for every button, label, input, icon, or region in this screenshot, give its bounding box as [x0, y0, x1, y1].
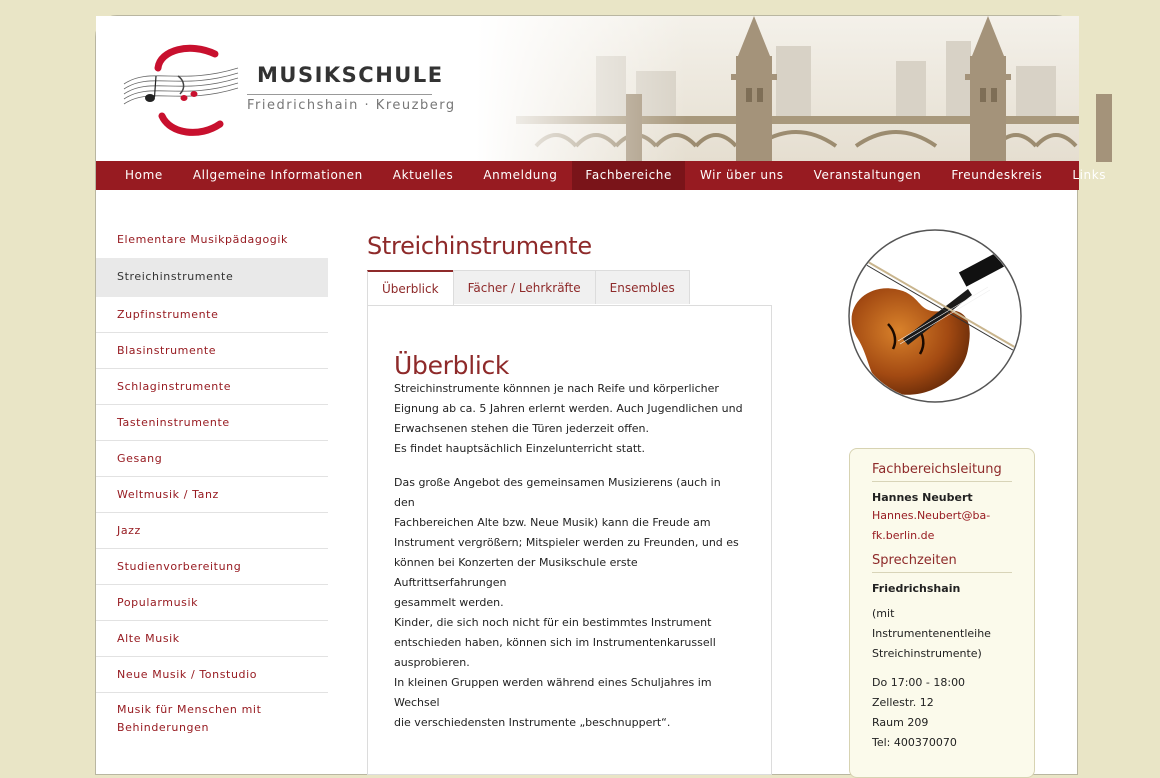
sidebar-item-weltmusik-tanz[interactable]: Weltmusik / Tanz: [96, 477, 328, 513]
tab-faecher-lehrkraefte[interactable]: Fächer / Lehrkräfte: [453, 270, 596, 304]
sidebar-item-musik-fuer-menschen-mit-behinderungen[interactable]: Musik für Menschen mit Behinderungen: [117, 703, 262, 734]
nav-veranstaltungen[interactable]: Veranstaltungen: [813, 168, 922, 182]
paragraph-2-line: entschieden haben, können sich im Instrumentenkarussell: [394, 636, 716, 649]
paragraph-1-line: Streichinstrumente könnnen je nach Reife und körperlicher: [394, 382, 719, 395]
tab-ueberblick[interactable]: Überblick: [367, 270, 454, 306]
nav-aktuelles[interactable]: Aktuelles: [392, 168, 454, 182]
nav-home[interactable]: Home: [125, 168, 163, 182]
sidebar-item-gesang[interactable]: Gesang: [96, 441, 328, 477]
nav-allgemeine-informationen[interactable]: Allgemeine Informationen: [192, 168, 363, 182]
sidebar-item-popularmusik[interactable]: Popularmusik: [96, 585, 328, 621]
info-heading-sprechzeiten: Sprechzeiten: [872, 553, 1012, 573]
paragraph-2-line: die verschiedensten Instrumente „beschnuppert“.: [394, 716, 671, 729]
office-location: Friedrichshain: [872, 582, 961, 595]
sidebar-item-elementare-musikpaedagogik[interactable]: Elementare Musikpädagogik: [117, 233, 289, 246]
sidebar-item-jazz[interactable]: Jazz: [96, 513, 328, 549]
panel-text: [394, 379, 744, 747]
brand-name[interactable]: MUSIKSCHULE: [257, 63, 444, 87]
paragraph-2: [394, 473, 744, 733]
office-room: Raum 209: [872, 716, 929, 729]
page-title: Streichinstrumente: [367, 232, 592, 261]
nav-anmeldung[interactable]: Anmeldung: [483, 168, 558, 182]
bridge-banner-image: [476, 16, 1079, 162]
spacer: [872, 664, 1012, 673]
contact-email-part[interactable]: Hannes.Neubert@ba-: [872, 509, 991, 522]
site-header: [96, 16, 1079, 162]
paragraph-1: [394, 379, 744, 459]
panel-title: Überblick: [394, 350, 510, 380]
paragraph-2-line: Instrument vergrößern; Mitspieler werden zu Freunden, und es: [394, 536, 739, 549]
sidebar-item-tasteninstrumente[interactable]: Tasteninstrumente: [96, 405, 328, 441]
sidebar-item-zupfinstrumente[interactable]: Zupfinstrumente: [96, 297, 328, 333]
office-phone: Tel: 400370070: [872, 736, 957, 749]
contact-email-link[interactable]: [872, 506, 1012, 546]
sidebar-item-neue-musik-tonstudio[interactable]: Neue Musik / Tonstudio: [96, 657, 328, 693]
nav-fachbereiche[interactable]: Fachbereiche: [572, 161, 685, 190]
nav-links[interactable]: Links: [1072, 168, 1107, 182]
sidebar-item-streichinstrumente[interactable]: Streichinstrumente: [96, 258, 328, 297]
nav-wir-ueber-uns[interactable]: Wir über uns: [699, 168, 784, 182]
paragraph-1-line: Eignung ab ca. 5 Jahren erlernt werden. Auch Jugendlichen und: [394, 402, 743, 415]
sidebar-item-schlaginstrumente[interactable]: Schlaginstrumente: [96, 369, 328, 405]
sidebar-item-blasinstrumente[interactable]: Blasinstrumente: [96, 333, 328, 369]
paragraph-2-line: ausprobieren.: [394, 656, 470, 669]
paragraph-2-line: Kinder, die sich noch nicht für ein bestimmtes Instrument: [394, 616, 712, 629]
sidebar-item-studienvorbereitung[interactable]: Studienvorbereitung: [96, 549, 328, 585]
contact-email-part[interactable]: fk.berlin.de: [872, 529, 935, 542]
tab-panel-ueberblick: [367, 305, 772, 775]
contact-name: Hannes Neubert: [872, 491, 973, 504]
tab-ensembles[interactable]: Ensembles: [595, 270, 690, 304]
office-note-line: Streichinstrumente): [872, 647, 982, 660]
main-navigation: [96, 161, 1107, 190]
info-heading-fachbereichsleitung: Fachbereichsleitung: [872, 462, 1012, 482]
paragraph-2-line: Fachbereichen Alte bzw. Neue Musik) kann die Freude am: [394, 516, 711, 529]
paragraph-2-line: In kleinen Gruppen werden während eines Schuljahres im Wechsel: [394, 676, 712, 709]
office-time: Do 17:00 - 18:00: [872, 676, 966, 689]
brand-subtitle: Friedrichshain · Kreuzberg: [247, 94, 432, 113]
sidebar-item-alte-musik[interactable]: Alte Musik: [96, 621, 328, 657]
paragraph-2-line: Das große Angebot des gemeinsamen Musizierens (auch in den: [394, 476, 721, 509]
page-container: [95, 15, 1107, 775]
sidebar-menu: [96, 222, 328, 743]
paragraph-1-line: Erwachsenen stehen die Türen jederzeit offen.: [394, 422, 650, 435]
paragraph-2-line: gesammelt werden.: [394, 596, 504, 609]
violin-image: [848, 229, 1022, 403]
music-staff-logo-icon[interactable]: [120, 46, 240, 136]
paragraph-1-line: Es findet hauptsächlich Einzelunterricht statt.: [394, 442, 645, 455]
office-note-line: (mit Instrumentenentleihe: [872, 607, 991, 640]
office-street: Zellestr. 12: [872, 696, 934, 709]
paragraph-2-line: können bei Konzerten der Musikschule erste Auftrittserfahrungen: [394, 556, 638, 589]
tab-bar: [367, 270, 689, 306]
info-box: [849, 448, 1035, 778]
nav-freundeskreis[interactable]: Freundeskreis: [951, 168, 1043, 182]
